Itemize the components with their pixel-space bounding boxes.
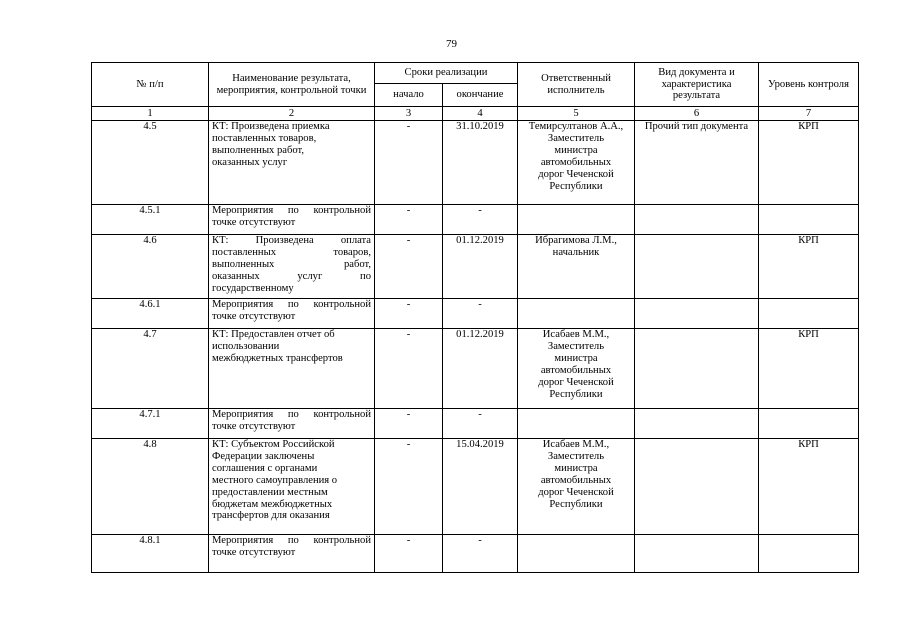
- row-doc-type-cell: [635, 205, 759, 235]
- row-name-line: оказанных услуг по: [212, 270, 371, 282]
- row-end-date: 31.10.2019: [456, 121, 504, 132]
- row-control-level: КРП: [798, 121, 819, 132]
- table-body: [92, 121, 859, 573]
- row-name-line: точке отсутствуют: [212, 546, 296, 558]
- row-number: 4.8.1: [139, 535, 161, 546]
- row-control-cell: [759, 329, 859, 409]
- col-number: 7: [759, 107, 859, 121]
- row-start-cell: [375, 439, 443, 535]
- row-name-cell: [209, 535, 375, 573]
- table-row: [92, 439, 859, 535]
- row-control-cell: [759, 235, 859, 299]
- row-name-line: межбюджетных трансфертов: [212, 352, 343, 364]
- row-responsible-line: Заместитель: [547, 340, 605, 352]
- row-number: 4.7: [143, 329, 157, 340]
- row-start-date: -: [406, 409, 411, 420]
- header-responsible: Ответственный исполнитель: [518, 63, 635, 107]
- row-name-line: Федерации заключены: [212, 450, 315, 462]
- row-responsible-line: дорог Чеченской: [538, 486, 614, 498]
- row-name-cell: [209, 205, 375, 235]
- row-name-line: поставленных товаров,: [212, 132, 317, 144]
- row-name-line: Мероприятия по контрольной: [212, 205, 371, 216]
- row-control-cell: [759, 409, 859, 439]
- row-responsible-line: начальник: [552, 246, 600, 258]
- row-start-date: -: [406, 299, 411, 310]
- row-responsible-line: Республики: [549, 388, 603, 400]
- row-name-line: использовании: [212, 340, 280, 352]
- row-responsible-line: Ибрагимова Л.М.,: [535, 235, 617, 246]
- row-name-line: оказанных услуг: [212, 156, 288, 168]
- row-name-cell: [209, 235, 375, 299]
- row-name-cell: [209, 299, 375, 329]
- row-name-line: КТ: Субъектом Российской: [212, 439, 335, 450]
- row-number-cell: [92, 205, 209, 235]
- row-name-line: выполненных работ,: [212, 258, 371, 270]
- header-control: Уровень контроля: [759, 63, 859, 107]
- row-control-level: КРП: [798, 329, 819, 340]
- row-number: 4.8: [143, 439, 157, 450]
- row-start-cell: [375, 235, 443, 299]
- row-name-line: выполненных работ,: [212, 144, 305, 156]
- row-end-date: -: [478, 299, 482, 310]
- row-number-cell: [92, 535, 209, 573]
- row-control-cell: [759, 535, 859, 573]
- row-responsible-line: автомобильных: [540, 156, 612, 168]
- row-start-cell: [375, 299, 443, 329]
- row-number: 4.5.1: [139, 205, 161, 216]
- row-responsible-line: автомобильных: [540, 474, 612, 486]
- row-doc-type-cell: [635, 409, 759, 439]
- row-name-line: местного самоуправления о: [212, 474, 338, 486]
- row-name-line: КТ: Произведена приемка: [212, 121, 330, 132]
- row-name-line: КТ: Предоставлен отчет об: [212, 329, 335, 340]
- row-number-cell: [92, 329, 209, 409]
- column-number-row: [92, 107, 859, 121]
- header-end: окончание: [443, 84, 518, 107]
- row-end-date: 01.12.2019: [456, 329, 504, 340]
- table-row: [92, 409, 859, 439]
- row-number-cell: [92, 439, 209, 535]
- row-doc-type-cell: [635, 329, 759, 409]
- row-name-line: Мероприятия по контрольной: [212, 299, 371, 310]
- col-number: 1: [92, 107, 209, 121]
- col-number: 3: [375, 107, 443, 121]
- row-name-line: точке отсутствуют: [212, 310, 296, 322]
- row-control-cell: [759, 121, 859, 205]
- header-num: № п/п: [92, 63, 209, 107]
- row-end-date: -: [478, 205, 482, 216]
- row-end-cell: [443, 121, 518, 205]
- row-end-cell: [443, 409, 518, 439]
- row-end-date: 01.12.2019: [456, 235, 504, 246]
- row-doc-type-cell: [635, 299, 759, 329]
- row-start-cell: [375, 205, 443, 235]
- row-end-cell: [443, 205, 518, 235]
- table-header: [92, 63, 859, 121]
- row-doc-type-cell: [635, 121, 759, 205]
- col-number: 6: [635, 107, 759, 121]
- row-responsible-cell: [518, 409, 635, 439]
- header-start: начало: [375, 84, 443, 107]
- row-doc-type-cell: [635, 235, 759, 299]
- row-end-cell: [443, 329, 518, 409]
- page-number: 79: [446, 38, 457, 50]
- row-end-date: -: [478, 535, 482, 546]
- row-name-line: поставленных товаров,: [212, 246, 371, 258]
- row-control-level: КРП: [798, 235, 819, 246]
- row-end-date: 15.04.2019: [456, 439, 504, 450]
- row-start-date: -: [406, 535, 411, 546]
- row-start-date: -: [406, 235, 411, 246]
- control-points-table: [91, 62, 859, 573]
- header-dates: Сроки реализации: [375, 63, 518, 84]
- row-responsible-cell: [518, 299, 635, 329]
- row-start-date: -: [406, 329, 411, 340]
- row-name-cell: [209, 439, 375, 535]
- row-end-cell: [443, 299, 518, 329]
- row-responsible-line: Исабаев М.М.,: [542, 439, 610, 450]
- table-row: [92, 235, 859, 299]
- row-name-line: бюджетам межбюджетных: [212, 498, 333, 510]
- row-start-date: -: [406, 205, 411, 216]
- row-start-date: -: [406, 439, 411, 450]
- row-responsible-line: Республики: [549, 498, 603, 510]
- row-end-cell: [443, 439, 518, 535]
- table-row: [92, 299, 859, 329]
- table-row: [92, 121, 859, 205]
- col-number: 4: [443, 107, 518, 121]
- row-responsible-cell: [518, 535, 635, 573]
- row-name-line: соглашения с органами: [212, 462, 318, 474]
- row-responsible-cell: [518, 235, 635, 299]
- row-responsible-line: министра: [554, 352, 598, 364]
- row-start-cell: [375, 409, 443, 439]
- row-start-cell: [375, 121, 443, 205]
- row-responsible-cell: [518, 439, 635, 535]
- table-row: [92, 329, 859, 409]
- row-name-line: Мероприятия по контрольной: [212, 409, 371, 420]
- row-name-line: трансфертов для оказания: [212, 510, 330, 522]
- col-number: 2: [209, 107, 375, 121]
- row-number: 4.7.1: [139, 409, 161, 420]
- row-responsible-line: министра: [554, 462, 598, 474]
- row-name-line: государственному: [212, 282, 294, 294]
- row-end-cell: [443, 235, 518, 299]
- row-responsible-cell: [518, 121, 635, 205]
- row-start-cell: [375, 535, 443, 573]
- row-name-line: точке отсутствуют: [212, 216, 296, 228]
- row-responsible-line: дорог Чеченской: [538, 376, 614, 388]
- row-responsible-line: автомобильных: [540, 364, 612, 376]
- row-name-cell: [209, 409, 375, 439]
- row-responsible-cell: [518, 205, 635, 235]
- row-responsible-line: Заместитель: [547, 132, 605, 144]
- table-row: [92, 535, 859, 573]
- row-responsible-line: министра: [554, 144, 598, 156]
- row-start-cell: [375, 329, 443, 409]
- row-end-date: -: [478, 409, 482, 420]
- row-control-cell: [759, 439, 859, 535]
- row-responsible-line: Заместитель: [547, 450, 605, 462]
- row-control-cell: [759, 205, 859, 235]
- row-number: 4.6: [143, 235, 157, 246]
- row-responsible-line: Темирсултанов А.А.,: [528, 121, 624, 132]
- row-end-cell: [443, 535, 518, 573]
- row-start-date: -: [406, 121, 411, 132]
- row-responsible-line: Республики: [549, 180, 603, 192]
- row-name-cell: [209, 329, 375, 409]
- row-doc-type: Прочий тип документа: [644, 121, 749, 132]
- row-number: 4.6.1: [139, 299, 161, 310]
- row-number-cell: [92, 235, 209, 299]
- row-control-level: КРП: [798, 439, 819, 450]
- header-name: Наименование результата, мероприятия, контрольной точки: [209, 63, 375, 107]
- row-number: 4.5: [143, 121, 157, 132]
- row-responsible-cell: [518, 329, 635, 409]
- row-responsible-line: дорог Чеченской: [538, 168, 614, 180]
- row-name-line: КТ: Произведена оплата: [212, 235, 371, 246]
- row-name-line: Мероприятия по контрольной: [212, 535, 371, 546]
- row-number-cell: [92, 409, 209, 439]
- row-doc-type-cell: [635, 439, 759, 535]
- row-number-cell: [92, 121, 209, 205]
- table-row: [92, 205, 859, 235]
- row-name-line: предоставлении местным: [212, 486, 328, 498]
- row-doc-type-cell: [635, 535, 759, 573]
- row-name-line: точке отсутствуют: [212, 420, 296, 432]
- header-doc-type: Вид документа и характеристика результата: [635, 63, 759, 107]
- row-name-cell: [209, 121, 375, 205]
- row-control-cell: [759, 299, 859, 329]
- row-number-cell: [92, 299, 209, 329]
- col-number: 5: [518, 107, 635, 121]
- row-responsible-line: Исабаев М.М.,: [542, 329, 610, 340]
